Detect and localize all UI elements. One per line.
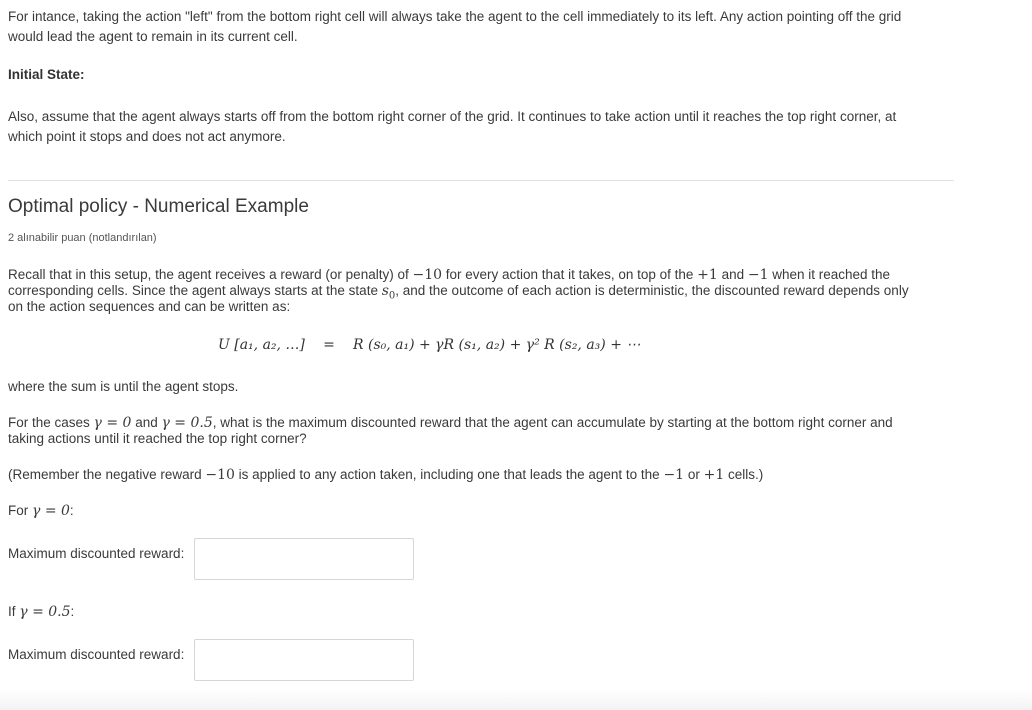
recall-line-2: corresponding cells. Since the agent always starts at the state $s_0$, and the outcome of each action is deterministic, the discounted reward depends only bbox=[8, 283, 909, 302]
case2-answer-input[interactable] bbox=[194, 639, 414, 681]
case1-answer-input[interactable] bbox=[194, 538, 414, 580]
remember-note: (Remember the negative reward −10 is applied to any action taken, including one that leads the agent to the −1 or +1 cells.) bbox=[8, 467, 764, 483]
bottom-fade bbox=[0, 690, 1032, 710]
equation-lhs: U [a₁, a₂, …] bbox=[218, 337, 305, 353]
question-line-2: taking actions until it reached the top right corner? bbox=[8, 431, 307, 446]
recall-line-1: Recall that in this setup, the agent receives a reward (or penalty) of −10 for every action that it takes, on top of the +1 and −1 when it reached the bbox=[8, 267, 891, 283]
case2-heading: If γ = 0.5: bbox=[8, 604, 75, 620]
case1-heading: For γ = 0: bbox=[8, 503, 74, 519]
points-label: 2 alınabilir puan (notlandırılan) bbox=[8, 232, 157, 244]
initial-state-line-1: Also, assume that the agent always starts off from the bottom right corner of the grid. It continues to take action until it reaches the top right corner, at bbox=[8, 109, 897, 124]
initial-state-line-2: which point it stops and does not act anymore. bbox=[8, 129, 286, 144]
case1-answer-label: Maximum discounted reward: bbox=[8, 546, 185, 561]
case2-answer-label: Maximum discounted reward: bbox=[8, 647, 185, 662]
discounted-reward-equation bbox=[218, 336, 640, 353]
question-line-1: For the cases γ = 0 and γ = 0.5, what is the maximum discounted reward that the agent can accumulate by starting at the bottom right corner and bbox=[8, 415, 893, 431]
equation-equals: = bbox=[323, 337, 335, 353]
recall-line-3: on the action sequences and can be written as: bbox=[8, 299, 291, 314]
intro-line-1: For intance, taking the action "left" from the bottom right cell will always take the agent to the cell immediately to its left. Any action pointing off the grid bbox=[8, 9, 902, 24]
section-divider bbox=[8, 180, 954, 181]
sum-note: where the sum is until the agent stops. bbox=[8, 379, 239, 394]
section-title: Optimal policy - Numerical Example bbox=[8, 196, 309, 217]
intro-line-2: would lead the agent to remain in its current cell. bbox=[8, 29, 298, 44]
initial-state-heading: Initial State: bbox=[8, 67, 85, 82]
equation-rhs: R (s₀, a₁) + γR (s₁, a₂) + γ² R (s₂, a₃) + ⋯ bbox=[352, 337, 641, 353]
